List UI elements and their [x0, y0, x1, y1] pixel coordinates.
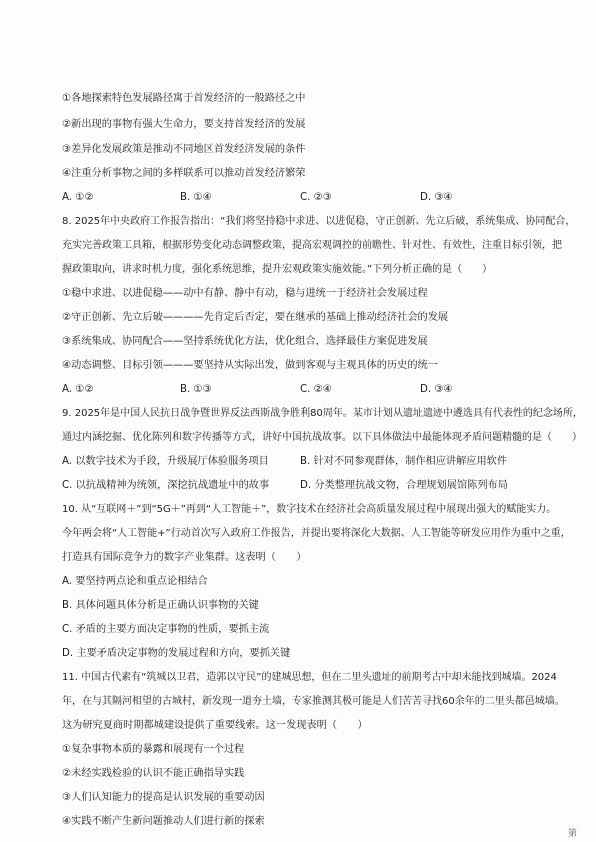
q8-stem-line-2: 充实完善政策工具箱，根据形势变化动态调整政策，提高宏观调控的前瞻性、针对性、有效性，注重目标引领，把	[62, 240, 562, 251]
q9-option-d: D. 分类整理抗战文物，合理规划展馆陈列布局	[300, 480, 508, 491]
q7-option-d: D. ③④	[420, 192, 453, 203]
q8-statement-3: ③系统集成、协同配合——坚持系统优化方法，优化组合，选择最佳方案促进发展	[62, 336, 428, 347]
q10-option-c: C. 矛盾的主要方面决定事物的性质，要抓主流	[62, 624, 270, 635]
q7-statement-2: ②新出现的事物有强大生命力，要支持首发经济的发展	[62, 119, 306, 130]
q10-option-d: D. 主要矛盾决定事物的发展过程和方向，要抓关键	[62, 648, 291, 659]
q9-stem-line-1: 9. 2025年是中国人民抗日战争暨世界反法西斯战争胜利80周年。某市计划从遗址遗迹中遴选具有代表性的纪念场所，	[62, 408, 583, 419]
q8-option-c: C. ②④	[300, 384, 332, 395]
q11-stem-line-1: 11. 中国古代素有“筑城以卫君，造郭以守民”的建城思想，但在二里头遗址的前期考古中却未能找到城墙。2024	[62, 672, 557, 683]
q9-stem-line-2: 通过内涵挖掘、优化陈列和数字传播等方式，讲好中国抗战故事。以下具体做法中最能体现矛盾问题精髓的是（ ）	[62, 432, 582, 443]
q8-statement-1: ①稳中求进、以进促稳——动中有静、静中有动，稳与进统一于经济社会发展过程	[62, 288, 428, 299]
q11-stem-line-2: 年，在与其隔河相望的古城村，新发现一道夯土墙，专家推测其极可能是人们苦苦寻找60余年的二里头都邑城墙。	[62, 696, 565, 707]
q7-statement-1: ①各地探索特色发展路径寓于首发经济的一般路径之中	[62, 93, 306, 104]
q11-statement-4: ④实践不断产生新问题推动人们进行新的探索	[62, 816, 265, 827]
q10-stem-line-3: 打造具有国际竞争力的数字产业集群。这表明（ ）	[62, 552, 307, 563]
q9-option-c: C. 以抗战精神为统领，深挖抗战遗址中的故事	[62, 480, 270, 491]
q8-option-b: B. ①③	[180, 384, 212, 395]
q10-option-a: A. 要坚持两点论和重点论相结合	[62, 576, 208, 587]
q9-option-a: A. 以数字技术为手段，升级展厅体验服务项目	[62, 456, 269, 467]
q8-statement-2: ②守正创新、先立后破————先肯定后否定，要在继承的基础上推动经济社会的发展	[62, 312, 449, 323]
q7-option-b: B. ①④	[180, 192, 212, 203]
q10-option-b: B. 具体问题具体分析是正确认识事物的关键	[62, 600, 259, 611]
q8-statement-4: ④动态调整、目标引领———要坚持从实际出发，做到客观与主观具体的历史的统一	[62, 360, 438, 371]
page-number-mark: 第	[568, 829, 578, 839]
q7-statement-4: ④注重分析事物之间的多样联系可以推动首发经济繁荣	[62, 168, 306, 179]
q11-stem-line-3: 这为研究夏商时期都城建设提供了重要线索。这一发现表明（ ）	[62, 720, 368, 731]
q10-stem-line-1: 10. 从“互联网＋”到“5G＋”再到“人工智能＋”，数字技术在经济社会高质量发展过程中展现出强大的赋能实力。	[62, 504, 557, 515]
q9-option-b: B. 针对不同参观群体，制作相应讲解应用软件	[300, 456, 508, 467]
q10-stem-line-2: 今年两会将“人工智能+”行动首次写入政府工作报告，并提出要将深化大数据、人工智能等研发应用作为重中之重，	[62, 528, 571, 539]
q7-option-c: C. ②③	[300, 192, 332, 203]
q8-option-d: D. ③④	[420, 384, 453, 395]
q7-statement-3: ③差异化发展政策是推动不同地区首发经济发展的条件	[62, 144, 306, 155]
q8-option-a: A. ①②	[62, 384, 94, 395]
q11-statement-1: ①复杂事物本质的暴露和展现有一个过程	[62, 744, 245, 755]
q11-statement-2: ②未经实践检验的认识不能正确指导实践	[62, 768, 245, 779]
q11-statement-3: ③人们认知能力的提高是认识发展的重要动因	[62, 792, 265, 803]
q8-stem-line-1: 8. 2025年中央政府工作报告指出：“我们将坚持稳中求进、以进促稳，守正创新、先立后破，系统集成、协同配合，	[62, 216, 576, 227]
q8-stem-line-3: 握政策取向，讲求时机力度，强化系统思维，提升宏观政策实施效能。”下列分析正确的是（ ）	[62, 264, 493, 275]
q7-option-a: A. ①②	[62, 192, 94, 203]
